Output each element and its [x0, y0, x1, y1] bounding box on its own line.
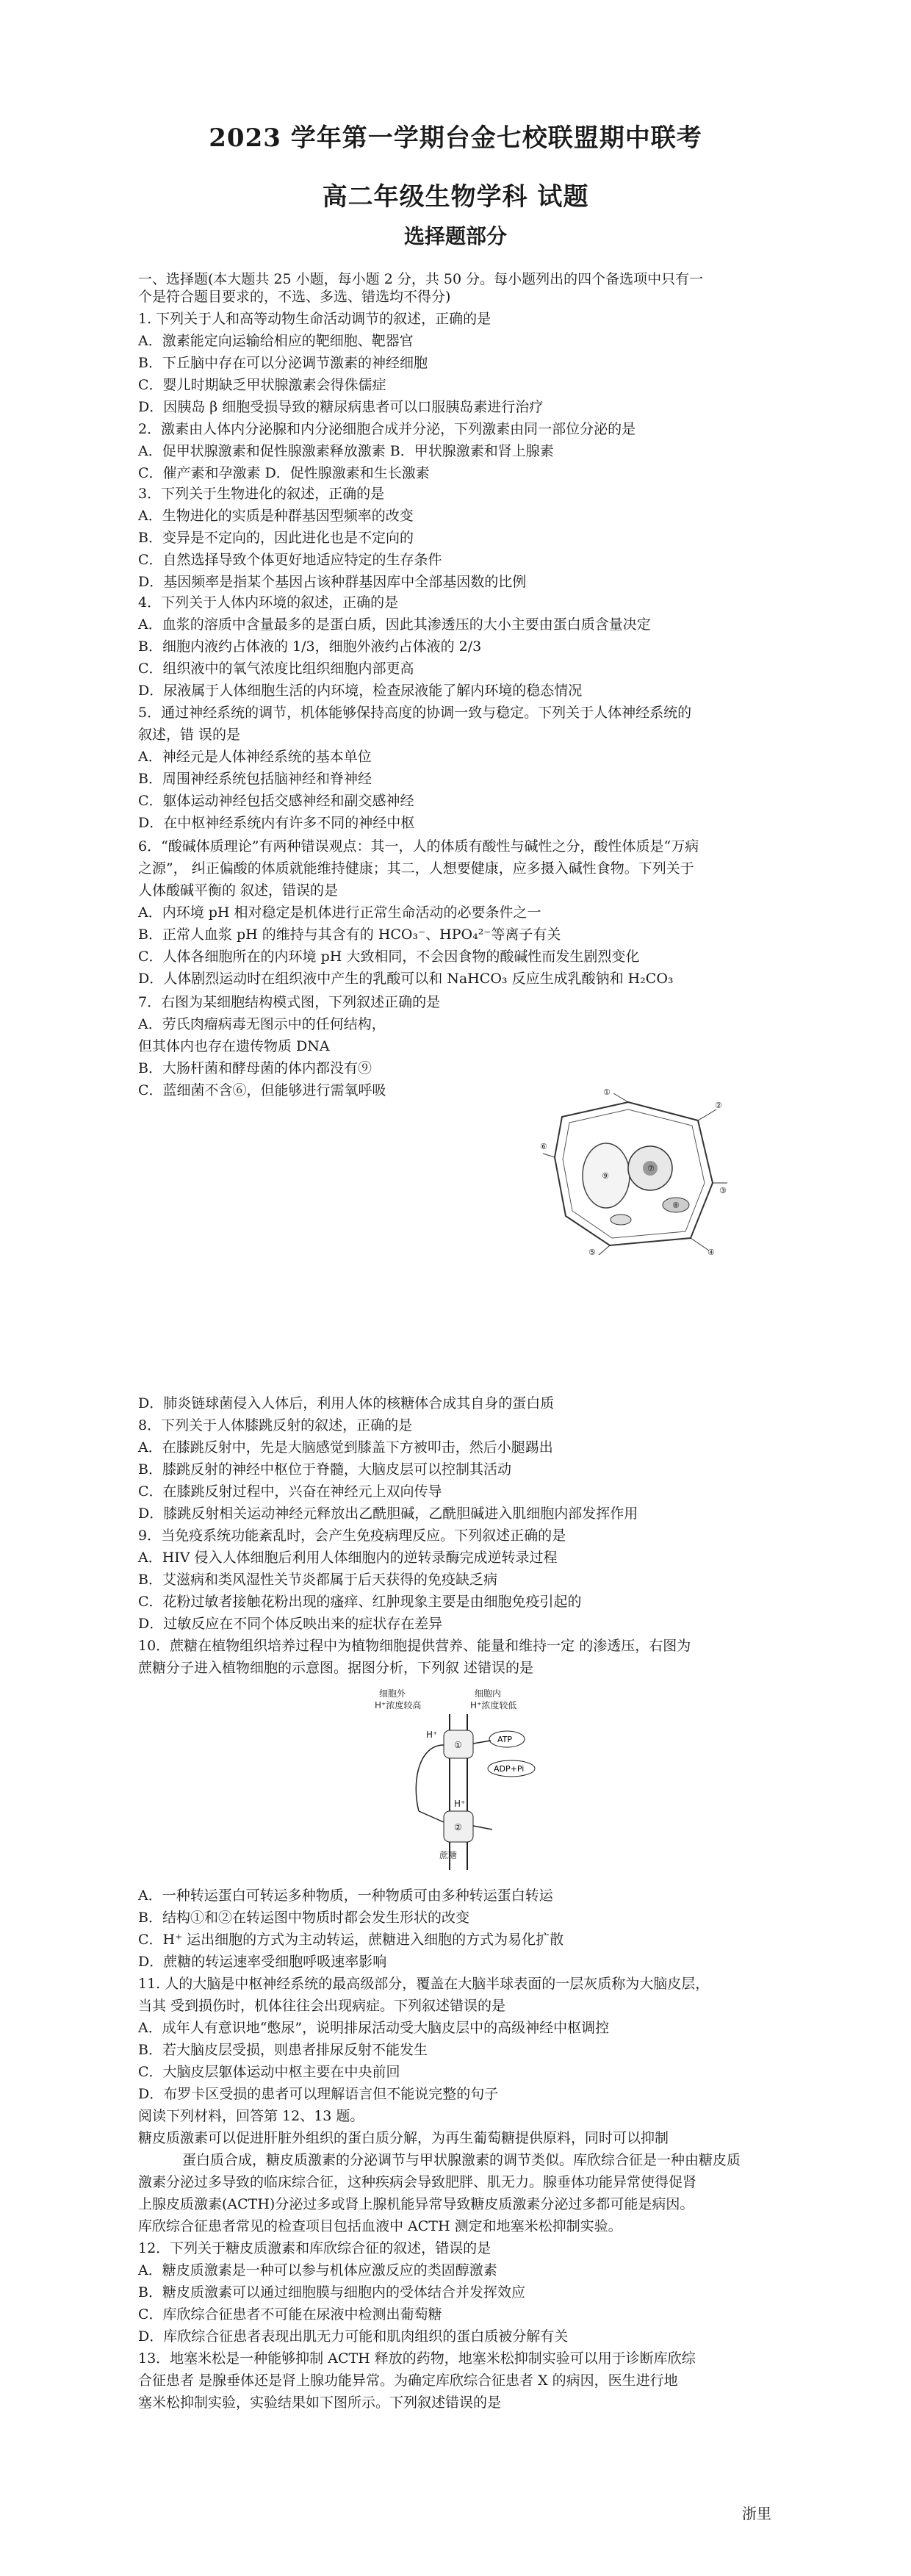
text-line: B．结构①和②在转运图中物质时都会发生形状的改变 — [138, 1910, 469, 1926]
text-line: A．血浆的溶质中含量最多的是蛋白质，因此其渗透压的大小主要由蛋白质含量决定 — [138, 616, 651, 633]
text-line: 库欣综合征患者常见的检查项目包括血液中 ACTH 测定和地塞米松抑制实验。 — [138, 2218, 622, 2234]
h-plus-bottom: H⁺ — [454, 1799, 466, 1809]
h-plus-top: H⁺ — [426, 1730, 438, 1740]
text-line: 阅读下列材料，回答第 12、13 题。 — [138, 2108, 364, 2124]
sucrose-label: 蔗糖 — [439, 1850, 458, 1860]
text-line: C．在膝跳反射过程中，兴奋在神经元上双向传导 — [138, 1483, 442, 1500]
sucrose-transport-figure — [367, 1686, 558, 1877]
exam-title: 2023 学年第一学期台金七校联盟期中联考 — [209, 123, 702, 153]
text-line: 一、选择题(本大题共 25 小题，每小题 2 分，共 50 分。每小题列出的四个备选项中只有一 — [138, 271, 704, 287]
text-line: D．过敏反应在不同个体反映出来的症状存在差异 — [138, 1616, 443, 1632]
text-line: 上腺皮质激素(ACTH)分泌过多或肾上腺机能异常导致糖皮质激素分泌过多都可能是病因。 — [138, 2196, 694, 2212]
text-line: B．大肠杆菌和酵母菌的体内都没有⑨ — [138, 1060, 372, 1076]
page-footer: 浙里 — [742, 2505, 771, 2522]
text-line: B．艾滋病和类风湿性关节炎都属于后天获得的免疫缺乏病 — [138, 1572, 497, 1588]
text-line: 8．下列关于人体膝跳反射的叙述，正确的是 — [138, 1417, 413, 1433]
text-line: 合征患者 是腺垂体还是肾上腺功能异常。为确定库欣综合征患者 X 的病因，医生进行地 — [138, 2372, 678, 2389]
outside-label: 细胞外 — [379, 1688, 406, 1699]
text-line: A．劳氏肉瘤病毒无图示中的任何结构， — [138, 1016, 386, 1032]
inside-conc-label: H⁺浓度较低 — [470, 1700, 517, 1710]
text-line: C．库欣综合征患者不可能在尿液中检测出葡萄糖 — [138, 2306, 442, 2323]
text-line: 13．地塞米松是一种能够抑制 ACTH 释放的药物，地塞米松抑制实验可以用于诊断库欣综 — [138, 2350, 696, 2367]
text-line: B．下丘脑中存在可以分泌调节激素的神经细胞 — [138, 355, 428, 371]
text-line: C．躯体运动神经包括交感神经和副交感神经 — [138, 793, 414, 809]
text-line: D．库欣综合征患者表现出肌无力可能和肌肉组织的蛋白质被分解有关 — [138, 2328, 569, 2345]
text-line: B．若大脑皮层受损，则患者排尿反射不能发生 — [138, 2042, 428, 2058]
text-line: 11. 人的大脑是中枢神经系统的最高级部分，覆盖在大脑半球表面的一层灰质称为大脑皮层， — [138, 1976, 710, 1992]
text-line: A．促甲状腺激素和促性腺激素释放激素 B．甲状腺激素和肾上腺素 — [138, 443, 554, 459]
text-line: 5．通过神经系统的调节，机体能够保持高度的协调一致与稳定。下列关于人体神经系统的 — [138, 705, 692, 721]
text-line: D．膝跳反射相关运动神经元释放出乙酰胆碱，乙酰胆碱进入肌细胞内部发挥作用 — [138, 1505, 638, 1522]
section-heading: 选择题部分 — [403, 224, 507, 248]
text-line: 蔗糖分子进入植物细胞的示意图。据图分析，下列叙 述错误的是 — [138, 1660, 534, 1676]
text-line: 3．下列关于生物进化的叙述，正确的是 — [138, 486, 385, 502]
text-line: 10．蔗糖在植物组织培养过程中为植物细胞提供营养、能量和维持一定 的渗透压，右图为 — [138, 1638, 691, 1654]
text-line: A．激素能定向运输给相应的靶细胞、靶器官 — [138, 333, 414, 349]
adp-label: ADP+Pi — [494, 1764, 525, 1774]
cell-label-8: ⑧ — [672, 1201, 680, 1210]
text-line: 当其 受到损伤时，机体往往会出现病症。下列叙述错误的是 — [138, 1998, 506, 2014]
exam-subtitle: 高二年级生物学科 试题 — [322, 182, 589, 212]
text-line: B．周围神经系统包括脑神经和脊神经 — [138, 771, 372, 787]
text-line: 但其体内也存在遗传物质 DNA — [138, 1038, 330, 1054]
text-line: D．尿液属于人体细胞生活的内环境，检查尿液能了解内环境的稳态情况 — [138, 683, 583, 699]
text-line: A．一种转运蛋白可转运多种物质，一种物质可由多种转运蛋白转运 — [138, 1888, 553, 1904]
cell-label-4: ④ — [707, 1248, 715, 1256]
text-line: B．变异是不定向的，因此进化也是不定向的 — [138, 530, 414, 546]
text-line: C．人体各细胞所在的内环境 pH 大致相同，不会因食物的酸碱性而发生剧烈变化 — [138, 949, 640, 965]
text-line: A．在膝跳反射中，先是大脑感觉到膝盖下方被叩击，然后小腿踢出 — [138, 1439, 553, 1456]
text-line: A．成年人有意识地“憋尿”，说明排尿活动受大脑皮层中的高级神经中枢调控 — [138, 2020, 610, 2036]
inside-label: 细胞内 — [475, 1688, 502, 1699]
text-line: B．糖皮质激素可以通过细胞膜与细胞内的受体结合并发挥效应 — [138, 2284, 525, 2300]
cell-label-2: ② — [715, 1101, 722, 1110]
text-line: 糖皮质激素可以促进肝脏外组织的蛋白质分解，为再生葡萄糖提供原料，同时可以抑制 — [138, 2130, 669, 2146]
text-line: A．神经元是人体神经系统的基本单位 — [138, 749, 372, 765]
text-line: C．大脑皮层躯体运动中枢主要在中央前回 — [138, 2064, 400, 2080]
text-line: C．蓝细菌不含⑥，但能够进行需氧呼吸 — [138, 1082, 386, 1098]
text-line: 12．下列关于糖皮质激素和库欣综合征的叙述，错误的是 — [138, 2240, 491, 2256]
text-line: A．生物进化的实质是种群基因型频率的改变 — [138, 508, 414, 524]
text-line: B．正常人血浆 pH 的维持与其含有的 HCO₃⁻、HPO₄²⁻等离子有关 — [138, 927, 561, 943]
cell-label-1: ① — [603, 1087, 611, 1097]
text-line: 叙述，错 误的是 — [138, 727, 241, 743]
cell-label-7: ⑦ — [647, 1164, 655, 1173]
cell-label-5: ⑤ — [588, 1248, 596, 1256]
text-line: 6．“酸碱体质理论”有两种错误观点：其一，人的体质有酸性与碱性之分，酸性体质是“万病 — [138, 838, 699, 855]
cell-label-6: ⑥ — [540, 1142, 547, 1151]
text-line: D．布罗卡区受损的患者可以理解语言但不能说完整的句子 — [138, 2086, 499, 2102]
text-line: 1. 下列关于人和高等动物生命活动调节的叙述，正确的是 — [138, 311, 491, 327]
text-line: 人体酸碱平衡的 叙述，错误的是 — [138, 882, 339, 899]
mitochondrion-shape — [611, 1215, 631, 1225]
text-line: 塞米松抑制实验，实验结果如下图所示。下列叙述错误的是 — [138, 2395, 502, 2411]
text-line: C．催产素和孕激素 D．促性腺激素和生长激素 — [138, 465, 430, 481]
text-line: 2．激素由人体内分泌腺和内分泌细胞合成并分泌，下列激素由同一部位分泌的是 — [138, 421, 636, 437]
text-line: 之源”， 纠正偏酸的体质就能维持健康；其二，人想要健康，应多摄入碱性食物。下列关于 — [138, 860, 694, 877]
text-line: C．自然选择导致个体更好地适应特定的生存条件 — [138, 552, 442, 568]
cell-label-3: ③ — [719, 1186, 727, 1195]
atp-label: ATP — [497, 1735, 513, 1744]
text-line: 7．右图为某细胞结构模式图，下列叙述正确的是 — [138, 994, 441, 1010]
outside-conc-label: H⁺浓度较高 — [375, 1700, 422, 1710]
text-line: D．肺炎链球菌侵入人体后，利用人体的核糖体合成其自身的蛋白质 — [138, 1395, 555, 1411]
cell-label-9: ⑨ — [602, 1171, 609, 1181]
text-line: 4．下列关于人体内环境的叙述，正确的是 — [138, 594, 399, 611]
mark-1: ① — [454, 1740, 462, 1750]
text-line: A．糖皮质激素是一种可以参与机体应激反应的类固醇激素 — [138, 2262, 497, 2278]
text-line: A．内环境 pH 相对稳定是机体进行正常生命活动的必要条件之一 — [138, 904, 541, 921]
text-line: C．花粉过敏者接触花粉出现的瘙痒、红肿现象主要是由细胞免疫引起的 — [138, 1594, 582, 1610]
text-line: B．膝跳反射的神经中枢位于脊髓，大脑皮层可以控制其活动 — [138, 1461, 511, 1478]
text-line: 9．当免疫系统功能紊乱时，会产生免疫病理反应。下列叙述正确的是 — [138, 1528, 566, 1544]
cell-structure-figure — [540, 1087, 731, 1256]
text-line: D．蔗糖的转运速率受细胞呼吸速率影响 — [138, 1954, 387, 1970]
text-line: D．因胰岛 β 细胞受损导致的糖尿病患者可以口服胰岛素进行治疗 — [138, 399, 544, 415]
text-line: D．基因频率是指某个基因占该种群基因库中全部基因数的比例 — [138, 574, 527, 590]
text-line: 蛋白质合成，糖皮质激素的分泌调节与甲状腺激素的调节类似。库欣综合征是一种由糖皮质 — [182, 2152, 741, 2168]
text-line: 激素分泌过多导致的临床综合征，这种疾病会导致肥胖、肌无力。腺垂体功能异常使得促肾 — [138, 2174, 697, 2190]
mark-2: ② — [454, 1822, 462, 1832]
text-line: C．H⁺ 运出细胞的方式为主动转运，蔗糖进入细胞的方式为易化扩散 — [138, 1932, 564, 1948]
text-line: C．婴儿时期缺乏甲状腺激素会得侏儒症 — [138, 377, 386, 393]
text-line: C．组织液中的氧气浓度比组织细胞内部更高 — [138, 661, 414, 677]
text-line: B．细胞内液约占体液的 1/3，细胞外液约占体液的 2/3 — [138, 638, 482, 655]
text-line: A．HIV 侵入人体细胞后利用人体细胞内的逆转录酶完成逆转录过程 — [138, 1550, 558, 1566]
text-line: D．人体剧烈运动时在组织液中产生的乳酸可以和 NaHCO₃ 反应生成乳酸钠和 H₂CO₃ — [138, 971, 674, 987]
text-line: D．在中枢神经系统内有许多不同的神经中枢 — [138, 815, 415, 831]
text-line: 个是符合题目要求的，不选、多选、错选均不得分) — [138, 289, 451, 305]
